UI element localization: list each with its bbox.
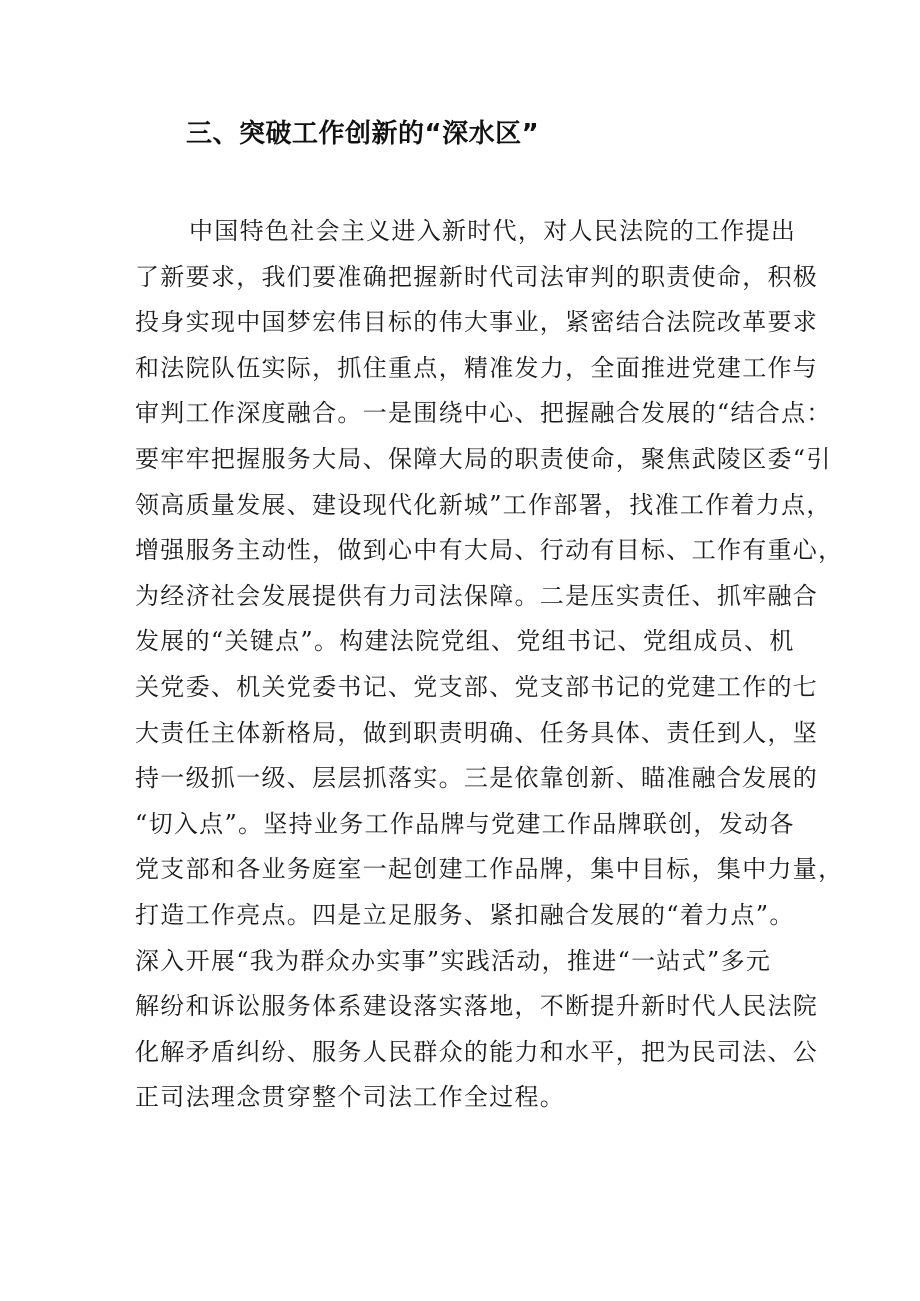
text-line: 解纷和诉讼服务体系建设落实落地，不断提升新时代人民法院 (135, 992, 819, 1021)
text-line: “切入点”。坚持业务工作品牌与党建工作品牌联创，发动各 (135, 809, 795, 838)
text-line: 和法院队伍实际，抓住重点，精准发力，全面推进党建工作与 (135, 353, 819, 382)
text-line: 发展的“关键点”。构建法院党组、党组书记、党组成员、机 (135, 627, 795, 656)
text-line: 为经济社会发展提供有力司法保障。二是压实责任、抓牢融合 (135, 581, 819, 610)
text-line: 关党委、机关党委书记、党支部、党支部书记的党建工作的七 (135, 672, 819, 701)
text-line: 化解矛盾纠纷、服务人民群众的能力和水平，把为民司法、公 (135, 1037, 819, 1066)
text-line: 投身实现中国梦宏伟目标的伟大事业，紧密结合法院改革要求 (135, 308, 819, 337)
text-line: 深入开展“我为群众办实事”实践活动，推进“一站式”多元 (135, 946, 772, 975)
body-paragraph (135, 209, 844, 1121)
text-line: 领高质量发展、建设现代化新城”工作部署，找准工作着力点， (135, 490, 832, 519)
text-line: 打造工作亮点。四是立足服务、紧扣融合发展的“着力点”。 (135, 900, 795, 929)
text-line: 审判工作深度融合。一是围绕中心、把握融合发展的“结合点： (135, 399, 832, 428)
text-line: 正司法理念贯穿整个司法工作全过程。 (135, 1083, 566, 1112)
text-line: 中国特色社会主义进入新时代，对人民法院的工作提出 (189, 217, 797, 245)
text-line: 要牢牢把握服务大局、保障大局的职责使命，聚焦武陵区委“引 (135, 444, 832, 473)
text-line: 了新要求，我们要准确把握新时代司法审判的职责使命，积极 (135, 262, 819, 291)
text-line: 党支部和各业务庭室一起创建工作品牌，集中目标，集中力量， (135, 855, 844, 884)
text-line: 大责任主体新格局，做到职责明确、任务具体、责任到人，坚 (135, 718, 819, 747)
text-line: 增强服务主动性，做到心中有大局、行动有目标、工作有重心， (135, 536, 844, 565)
section-heading: 三、突破工作创新的“深水区” (186, 119, 540, 149)
text-line: 持一级抓一级、层层抓落实。三是依靠创新、瞄准融合发展的 (135, 764, 819, 793)
